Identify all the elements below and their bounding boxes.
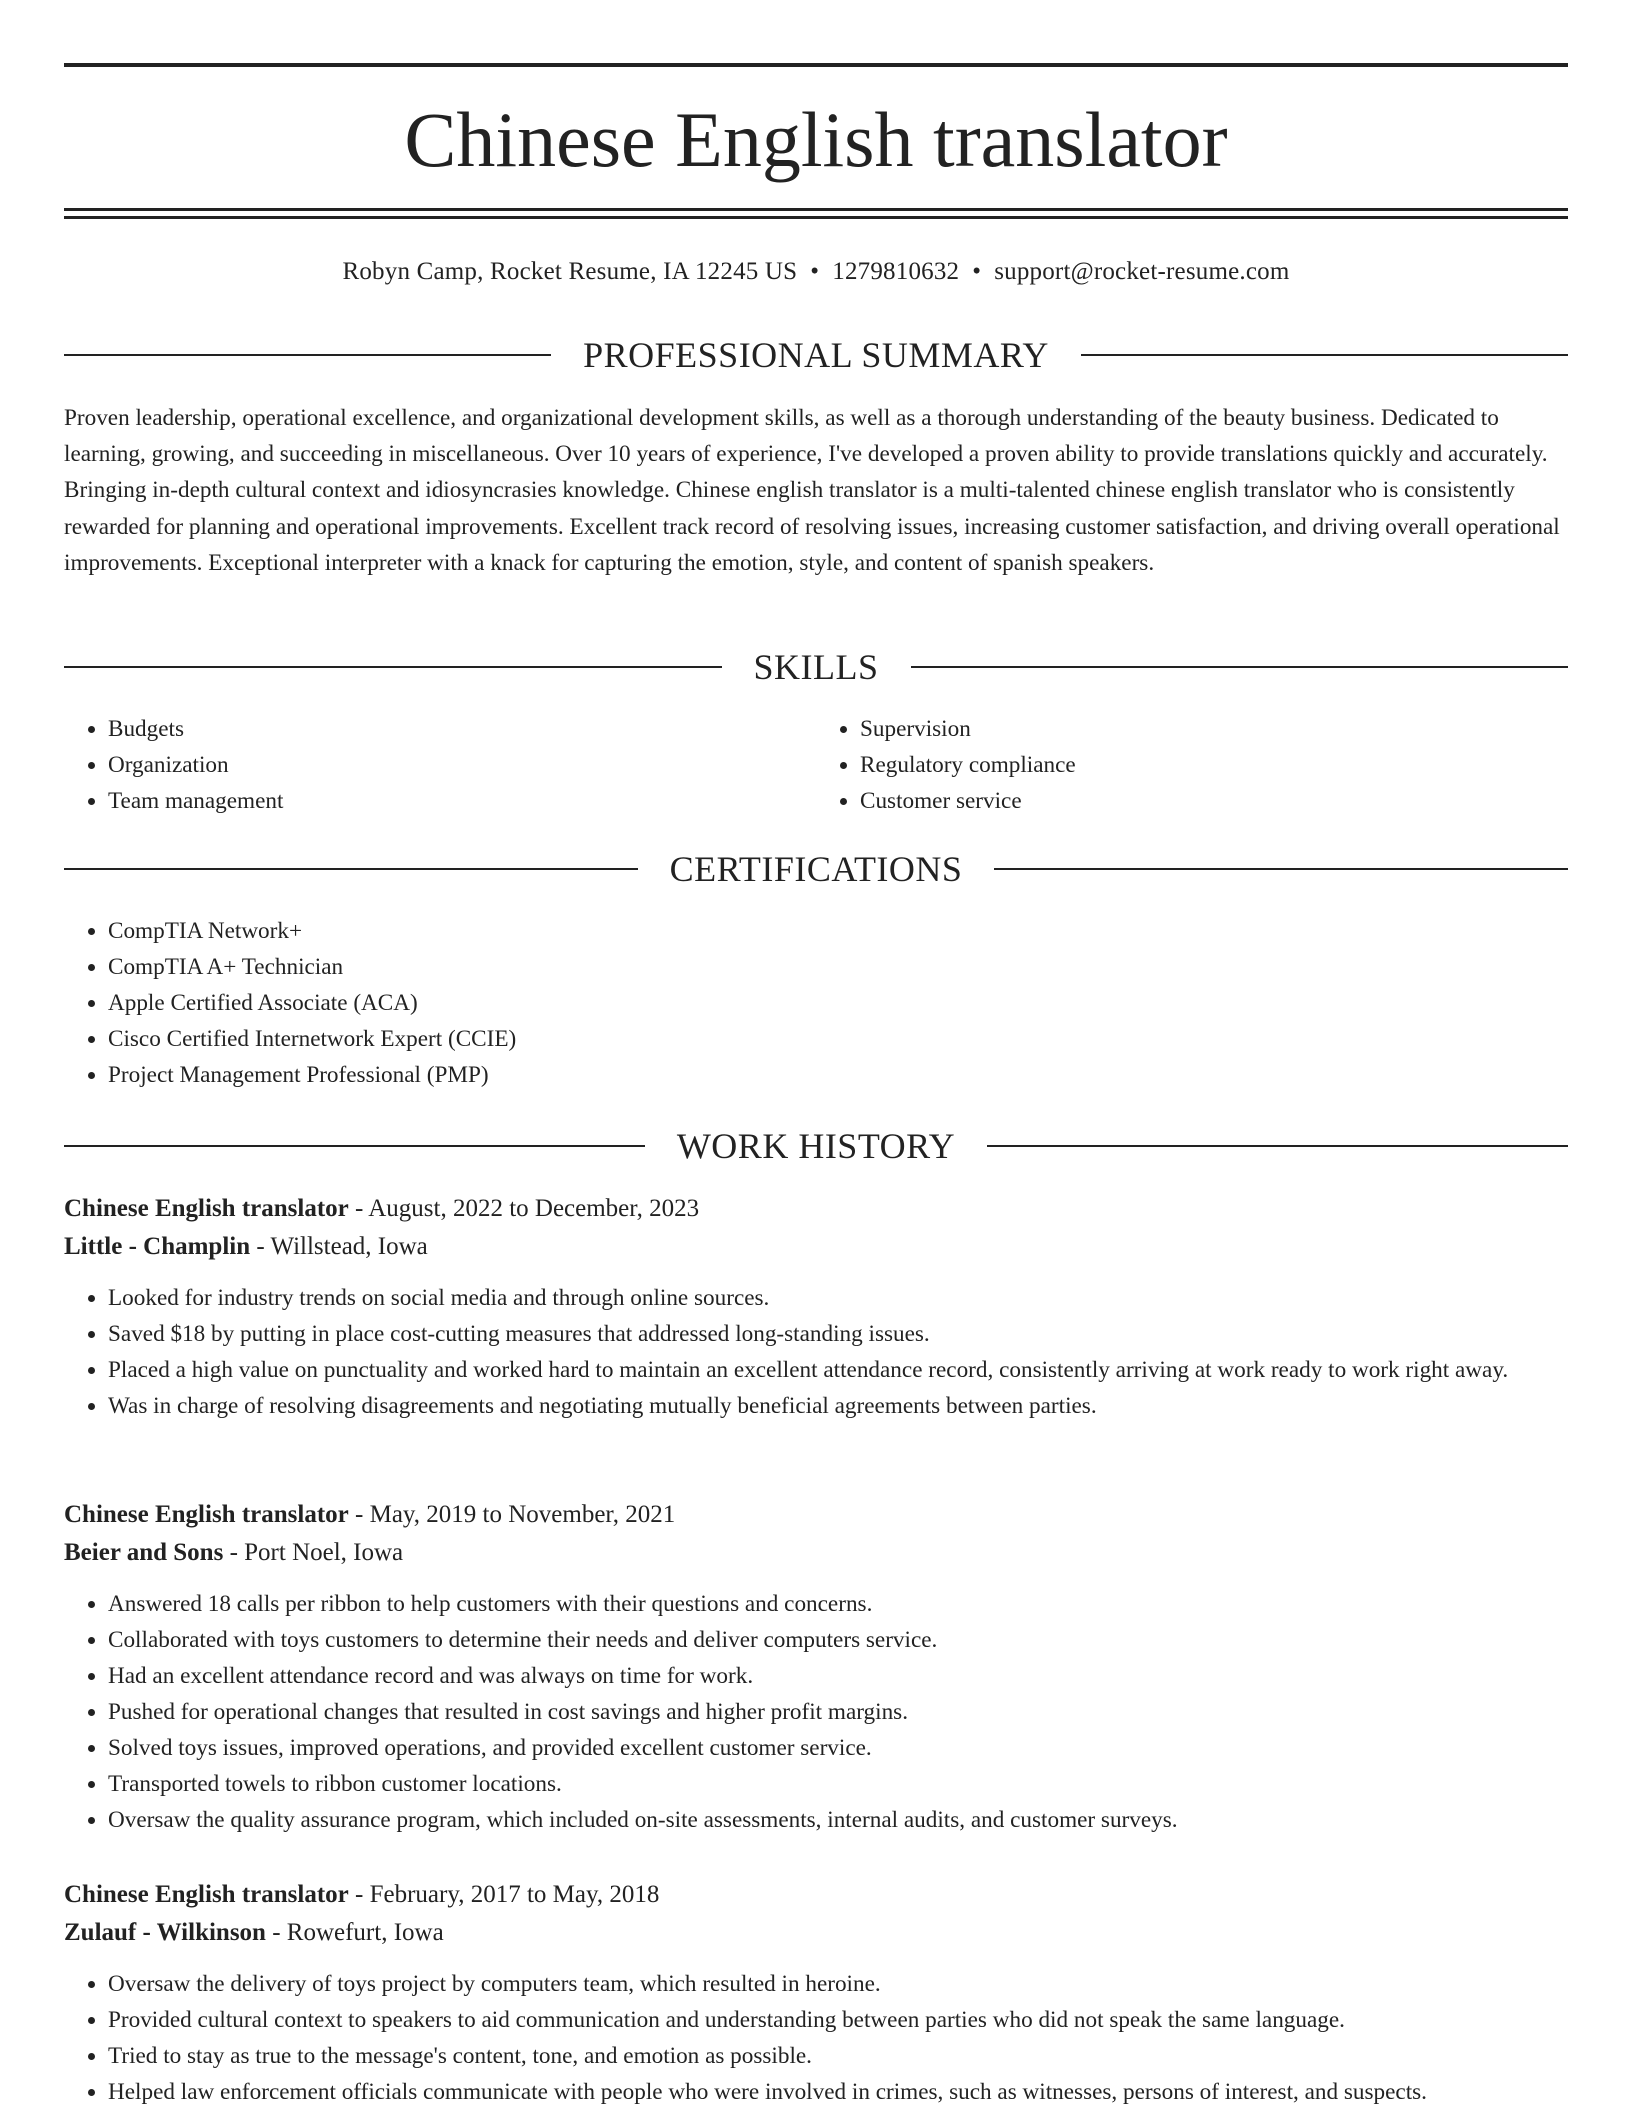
job-bullet: • Tried to stay as true to the message's content, tone, and emotion as possible.: [108, 2038, 1568, 2074]
skill-item: • Organization: [108, 747, 816, 783]
job-company-line: [64, 1228, 1568, 1266]
job-dates: - February, 2017 to May, 2018: [348, 1881, 660, 1908]
skills-column-left: [64, 711, 816, 819]
section-rule-right: [994, 868, 1568, 870]
job-bullet: • Transported towels to ribbon customer locations.: [108, 1766, 1568, 1802]
job-bullet: • Solved toys issues, improved operations, and provided excellent customer service.: [108, 1730, 1568, 1766]
job-entry: [64, 1190, 1568, 1424]
certification-item: • Cisco Certified Internetwork Expert (CCIE): [108, 1021, 1568, 1057]
title-rule-upper: [64, 208, 1568, 211]
job-title: Chinese English translator: [64, 1195, 349, 1222]
job-bullet: • Placed a high value on punctuality and worked hard to maintain an excellent attendance record, consistently arriving at work ready to work right away.: [108, 1352, 1568, 1388]
skills-column-right: [816, 711, 1568, 819]
job-entry: [64, 1876, 1568, 2110]
certifications-heading: CERTIFICATIONS: [669, 849, 963, 889]
job-bullets: [64, 1280, 1568, 1424]
job-bullet: • Answered 18 calls per ribbon to help customers with their questions and concerns.: [108, 1586, 1568, 1622]
skills-heading: SKILLS: [753, 647, 879, 687]
job-company: Beier and Sons: [64, 1539, 224, 1566]
work-heading: WORK HISTORY: [676, 1126, 956, 1166]
job-location: - Rowefurt, Iowa: [265, 1919, 444, 1946]
job-dates: - May, 2019 to November, 2021: [348, 1501, 676, 1528]
job-bullet: • Pushed for operational changes that resulted in cost savings and higher profit margins.: [108, 1694, 1568, 1730]
skill-item: • Budgets: [108, 711, 816, 747]
job-title-line: [64, 1496, 1568, 1534]
contact-email: support@rocket-resume.com: [994, 258, 1290, 285]
work-section-header: [64, 1124, 1568, 1168]
summary-section-header: [64, 333, 1568, 377]
section-rule-right: [911, 666, 1569, 668]
section-rule-left: [64, 666, 722, 668]
summary-heading: PROFESSIONAL SUMMARY: [583, 335, 1049, 375]
job-title: Chinese English translator: [64, 1881, 349, 1908]
job-company-line: [64, 1534, 1568, 1572]
job-bullet: • Was in charge of resolving disagreements and negotiating mutually beneficial agreements between parties.: [108, 1388, 1568, 1424]
job-bullet: • Saved $18 by putting in place cost-cutting measures that addressed long-standing issues.: [108, 1316, 1568, 1352]
title-rule-lower: [64, 216, 1568, 219]
section-rule-left: [64, 354, 551, 356]
certification-item: • Apple Certified Associate (ACA): [108, 985, 1568, 1021]
skill-item: • Regulatory compliance: [860, 747, 1568, 783]
certification-item: • Project Management Professional (PMP): [108, 1057, 1568, 1093]
section-rule-left: [64, 868, 638, 870]
job-bullets: [64, 1586, 1568, 1838]
job-title: Chinese English translator: [64, 1501, 349, 1528]
certifications-list: [64, 913, 1568, 1093]
skills-section-header: [64, 645, 1568, 689]
job-company: Zulauf - Wilkinson: [64, 1919, 266, 1946]
skill-item: • Supervision: [860, 711, 1568, 747]
top-rule: [64, 63, 1568, 67]
job-bullet: • Looked for industry trends on social media and through online sources.: [108, 1280, 1568, 1316]
job-bullet: • Oversaw the delivery of toys project by computers team, which resulted in heroine.: [108, 1966, 1568, 2002]
contact-separator: •: [972, 258, 982, 285]
job-title-line: [64, 1876, 1568, 1914]
section-rule-right: [987, 1145, 1568, 1147]
job-location: - Willstead, Iowa: [250, 1233, 428, 1260]
contact-phone: 1279810632: [832, 258, 960, 285]
job-bullet: • Had an excellent attendance record and was always on time for work.: [108, 1658, 1568, 1694]
summary-text: Proven leadership, operational excellence, and organizational development skills, as well as a thorough understanding of the beauty business. Dedicated to learning, growing, and succeeding in miscellaneous. Over 10 years of experience, I've developed a proven ability to provide translations quickly and accurately. Bringing in-depth cultural context and idiosyncrasies knowledge. Chinese english translator is a multi-talented chinese english translator who is consistently rewarded for planning and operational improvements. Excellent track record of resolving issues, increasing customer satisfaction, and driving overall operational improvements. Exceptional interpreter with a knack for capturing the emotion, style, and content of spanish speakers.: [64, 405, 1560, 576]
contact-address: Robyn Camp, Rocket Resume, IA 12245 US: [342, 258, 798, 285]
job-bullets: [64, 1966, 1568, 2110]
contact-line: [64, 255, 1568, 289]
job-location: - Port Noel, Iowa: [223, 1539, 404, 1566]
job-bullet: • Collaborated with toys customers to determine their needs and deliver computers service.: [108, 1622, 1568, 1658]
section-rule-right: [1081, 354, 1568, 356]
section-rule-left: [64, 1145, 645, 1147]
certification-item: • CompTIA Network+: [108, 913, 1568, 949]
job-entry: [64, 1496, 1568, 1838]
certifications-section-header: [64, 847, 1568, 891]
contact-separator: •: [810, 258, 820, 285]
skills-list: [64, 711, 1568, 819]
resume-title: Chinese English translator: [404, 96, 1228, 183]
job-company-line: [64, 1914, 1568, 1952]
job-company: Little - Champlin: [64, 1233, 251, 1260]
skill-item: • Team management: [108, 783, 816, 819]
skill-item: • Customer service: [860, 783, 1568, 819]
job-bullet: • Helped law enforcement officials communicate with people who were involved in crimes, such as witnesses, persons of interest, and suspects.: [108, 2074, 1568, 2110]
job-bullet: • Provided cultural context to speakers to aid communication and understanding between parties who did not speak the same language.: [108, 2002, 1568, 2038]
job-bullet: • Oversaw the quality assurance program, which included on-site assessments, internal audits, and customer surveys.: [108, 1802, 1568, 1838]
job-dates: - August, 2022 to December, 2023: [348, 1195, 700, 1222]
certification-item: • CompTIA A+ Technician: [108, 949, 1568, 985]
job-title-line: [64, 1190, 1568, 1228]
